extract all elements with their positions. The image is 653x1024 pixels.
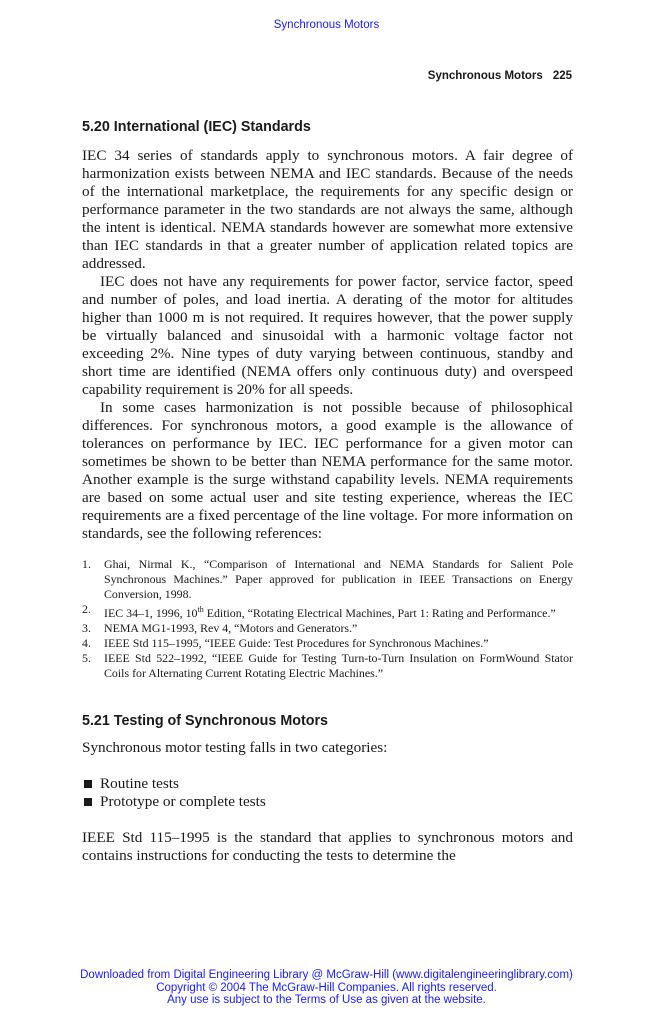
footer xyxy=(0,969,653,1007)
page-content xyxy=(82,117,573,865)
paragraph: IEC does not have any requirements for power factor, service factor, speed and number of poles, and load inertia. A derating of the motor for altitudes higher than 1000 m is not required. It requires however, that the power supply be virtually balanced and sinusoidal with a harmonic voltage factor not exceeding 2%. Nine types of duty varying between continuous, standby and short time are identified (NEMA offers only continuous duty) and overspeed capability requirement is 20% for all speeds. xyxy=(82,273,573,398)
page-number: 225 xyxy=(552,70,572,82)
reference-text: Ghai, Nirmal K., “Comparison of International and NEMA Standards for Salient Pole Synchronous Machines.” Paper approved for publication in IEEE Transactions on Energy Conversion, 1998. xyxy=(104,557,573,601)
paragraph: IEEE Std 115–1995 is the standard that applies to synchronous motors and contains instructions for conducting the tests to determine the xyxy=(82,828,573,864)
reference-item xyxy=(82,636,573,651)
reference-item xyxy=(82,557,573,602)
reference-number: 5. xyxy=(82,650,91,665)
section-heading-iec-standards: 5.20 International (IEC) Standards xyxy=(82,119,311,135)
reference-text: IEEE Std 522–1992, “IEEE Guide for Testing Turn-to-Turn Insulation on FormWound Stator Coils for Alternating Current Rotating Electric Machines.” xyxy=(104,650,573,680)
reference-item xyxy=(82,602,573,621)
paragraph: In some cases harmonization is not possible because of philosophical differences. For synchronous motors, a good example is the allowance of tolerances on performance by IEC. IEC performance for a given motor can sometimes be shown to be better than NEMA performance for the same motor. Another example is the surge withstand capability levels. NEMA requirements are based on some actual user and site testing experience, whereas the IEC requirements are a fixed percentage of the line voltage. For more information on standards, see the following references: xyxy=(82,399,573,542)
bullet-text: Routine tests xyxy=(100,774,179,792)
bullet-text: Prototype or complete tests xyxy=(100,792,266,810)
reference-item xyxy=(82,621,573,636)
footer-terms-link[interactable]: Any use is subject to the Terms of Use as given at the website. xyxy=(167,994,486,1006)
document-banner: Synchronous Motors xyxy=(273,19,380,31)
square-bullet-icon xyxy=(84,798,92,806)
reference-list xyxy=(82,557,573,681)
reference-number: 4. xyxy=(82,635,91,650)
reference-number: 2. xyxy=(82,602,91,616)
reference-text: Edition, “Rotating Electrical Machines, Part 1: Rating and Performance.” xyxy=(203,605,556,620)
reference-text: IEC 34–1, 1996, 10 xyxy=(104,605,198,620)
section-heading-testing: 5.21 Testing of Synchronous Motors xyxy=(82,712,328,729)
running-title: Synchronous Motors xyxy=(427,70,543,82)
square-bullet-icon xyxy=(84,780,92,788)
bullet-item xyxy=(82,793,573,811)
reference-text: IEEE Std 115–1995, “IEEE Guide: Test Procedures for Synchronous Machines.” xyxy=(104,635,489,650)
bullet-item xyxy=(82,775,573,793)
footer-copyright: Copyright © 2004 The McGraw-Hill Companies. All rights reserved. xyxy=(156,981,497,994)
reference-superscript: th xyxy=(197,605,204,614)
running-head xyxy=(428,70,572,82)
reference-number: 3. xyxy=(82,620,91,635)
paragraph: IEC 34 series of standards apply to synchronous motors. A fair degree of harmonization exists between NEMA and IEC standards. Because of the needs of the international marketplace, the requirements for any specific design or performance parameter in the two standards are not always the same, although the intent is identical. NEMA standards however are somewhat more extensive than IEC standards in that a greater number of application related topics are addressed. xyxy=(82,147,573,272)
paragraph: Synchronous motor testing falls in two categories: xyxy=(82,738,388,756)
footer-download-link[interactable]: Downloaded from Digital Engineering Library @ McGraw-Hill (www.digitalengineeringlibrary.com) xyxy=(80,969,573,981)
reference-text: NEMA MG1-1993, Rev 4, “Motors and Generators.” xyxy=(104,620,358,635)
reference-item xyxy=(82,651,573,681)
reference-number: 1. xyxy=(82,557,91,571)
bullet-list xyxy=(82,775,573,811)
